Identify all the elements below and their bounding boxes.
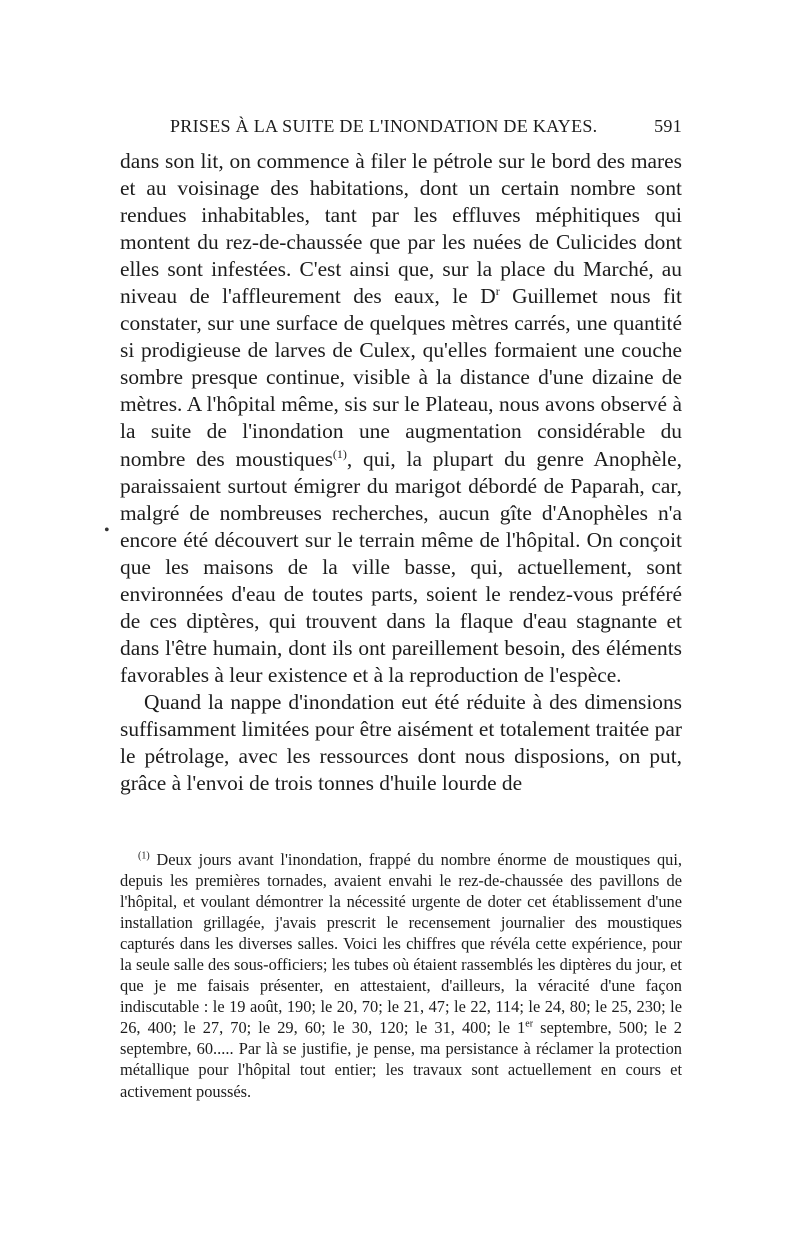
footnote-ordinal-sup: er [525,1018,534,1030]
footnote-reference: (1) [332,446,347,461]
paragraph-1-part-2: Guillemet nous fit constater, sur une surface de quelques mètres carrés, une quantité si prodigieuse de larves de Culex, qu'elles formaient une couche sombre presque continue, visible à la distance d'une dizaine de mètres. A l'hôpital même, sis sur le Plateau, nous avons observé à la suite de l'inondation une augmentation considérable du nombre des moustiques [120,284,682,471]
footnote-paragraph [120,849,682,1102]
running-title: PRISES À LA SUITE DE L'INONDATION DE KAYES. [170,116,598,136]
paragraph-1-part-1: dans son lit, on commence à filer le pétrole sur le bord des mares et au voisinage des habitations, dont un certain nombre sont rendues inhabitables, tant par les effluves méphitiques qui montent du rez-de-chaussée que par les nuées de Culicides dont elles sont infestées. C'est ainsi que, sur la place du Marché, au niveau de l'affleurement des eaux, le D [120,149,682,309]
paragraph-2: Quand la nappe d'inondation eut été réduite à des dimensions suffisamment limitées pour être aisément et totalement traitée par le pétrolage, avec les ressources dont nous disposions, on put, grâce à l'envoi de trois tonnes d'huile lourde de [120,689,682,796]
paragraph-1 [120,148,682,689]
footnote-text-part-2: septembre, 500; le 2 septembre, 60..... Par là se justifie, je pense, ma persistance à réclamer la protection métallique pour l'hôpital tout entier; les travaux sont actuellement en cours et activement poussés. [120,1018,682,1101]
margin-mark: • [104,522,110,539]
page-number: 591 [654,116,682,136]
doctor-abbrev-sup: r [495,284,500,299]
footnote-marker: (1) [138,850,150,862]
paragraph-1-part-3: , qui, la plupart du genre Anophèle, paraissaient surtout émigrer du marigot débordé de Paparah, car, malgré de nombreuses recherches, aucun gîte d'Anophèles n'a encore été découvert sur le terrain même de l'hôpital. On conçoit que les maisons de la ville basse, qui, actuellement, sont environnées d'eau de toutes parts, soient le rendez-vous préféré de ces diptères, qui trouvent dans la flaque d'eau stagnante et dans l'être humain, dont ils ont pareillement besoin, des éléments favorables à leur existence et à la reproduction de l'espèce. [120,446,682,687]
footnote-text-part-1: Deux jours avant l'inondation, frappé du nombre énorme de moustiques qui, depuis les premières tornades, avaient envahi le rez-de-chaussée des pavillons de l'hôpital, et voulant démontrer la nécessité urgente de doter cet établissement d'une installation grillagée, j'avais prescrit le recensement journalier des moustiques capturés dans les diverses salles. Voici les chiffres que révéla cette expérience, pour la seule salle des sous-officiers; les tubes où étaient rassemblés les diptères du jour, et que je me faisais présenter, en attestaient, d'ailleurs, la véracité d'une façon indiscutable : le 19 août, 190; le 20, 70; le 21, 47; le 22, 114; le 24, 80; le 25, 230; le 26, 400; le 27, 70; le 29, 60; le 30, 120; le 31, 400; le 1 [120,850,682,1038]
footnote [120,849,682,1102]
body-text [120,148,682,797]
